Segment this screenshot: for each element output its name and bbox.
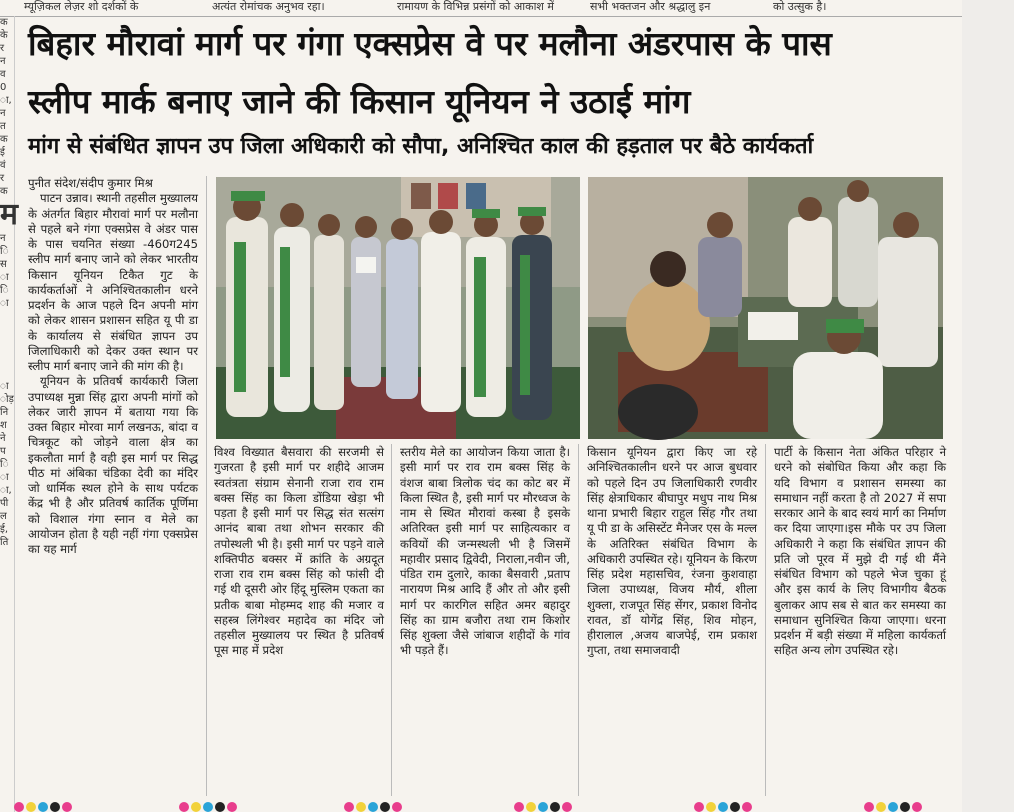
left-margin-char: 0 <box>0 82 7 93</box>
registration-dot <box>191 802 201 812</box>
left-margin-char: ा <box>0 298 9 309</box>
left-margin-char: ि <box>0 246 9 257</box>
registration-dot <box>742 802 752 812</box>
article-column-1 <box>28 176 198 557</box>
headline-line-2: स्लीप मार्क बनाए जाने की किसान यूनियन ने उठाई मांग <box>28 82 691 121</box>
left-margin-char: ोड़ <box>0 394 14 405</box>
photo-2-illustration <box>588 177 943 439</box>
registration-dot <box>900 802 910 812</box>
article-paragraph: पार्टी के किसान नेता अंकित परिहार ने धरने को संबोधित किया और कहा कि यदि विभाग व प्रशासन समस्या का समाधान नहीं करता है तो 2027 में सपा सरकार आने के बाद स्वयं मार्ग का निर्माण कर दिया जाएगा।इस मौके पर उप जिला अधिकारी ने कहा कि संबंधित ज्ञापन की प्रति जो पूरव में मुझे दी गई थी मैंने संबंधित विभाग को पहले भेज चुका हूं और इस कार्य के लिए विभागीय बैठक बुलाकर आप सब से बात कर समस्या का समाधान सुनिश्चित किया जाएगा। धरना प्रदर्शन में बड़ी संख्या में महिला कार्यकर्ता सहित अन्य लोग उपस्थित रहे। <box>774 445 946 658</box>
left-margin-char: स <box>0 259 7 270</box>
left-margin-char: ई, <box>0 524 9 535</box>
registration-dot <box>562 802 572 812</box>
registration-dot <box>706 802 716 812</box>
left-margin-char: पी <box>0 498 9 509</box>
byline: पुनीत संदेश/संदीप कुमार मिश्र <box>28 176 153 190</box>
left-margin-char: ति <box>0 537 9 548</box>
left-margin-char: क <box>0 17 8 28</box>
column-divider <box>765 444 766 796</box>
registration-dot <box>62 802 72 812</box>
left-margin-char: ल <box>0 511 7 522</box>
article-paragraph: विश्व विख्यात बैसवारा की सरजमी से गुजरता है इसी मार्ग पर शहीदे आजम स्वतंत्रता संग्राम सेनानी राजा राव राम बक्स सिंह का किला डोंडिया खेड़ा भी पड़ता है इसी मार्ग पर सिद्ध संत सत्संग आनंद बाबा तथा शोभन सरकार की तपोस्थली भी है। इसी मार्ग पर पड़ने वाले शक्तिपीठ बक्सर में क्रांति के अग्रदूत राजा राव राम बक्स सिंह को फांसी दी गई थी दूसरी ओर हिंदू मुस्लिम एकता का प्रतीक बाबा मोहम्मद शाह की मजार व सहस्त्र लिंगेश्वर महादेव का मंदिर जो तहसील मुख्यालय पर स्थित है प्रतिवर्ष पूस माह में प्रदेश <box>214 445 384 658</box>
left-margin-char: ि <box>0 285 9 296</box>
column-divider <box>391 444 392 796</box>
article-paragraph: स्तरीय मेले का आयोजन किया जाता है। इसी मार्ग पर राव राम बक्स सिंह के वंशज बाबा त्रिलोक चंद का कोट बर में किला स्थित है, इसी मार्ग पर मौरध्वज के नाम से स्थित मौरावां कस्बा है इसके अतिरिक्त इसी मार्ग पर साहित्यकार व कवियों की जन्मस्थली भी है जिसमें महावीर प्रसाद द्विवेदी, निराला,नवीन जी, पंडित राम दुलारे, काका बैसवारी ,प्रताप नारायण मिश्र आदि हैं और तो और इसी मार्ग पर कारगिल सहित अमर बहादुर सिंह का ग्राम बजौरा तथा राम किशोर सिंह शुक्ला जैसे जांबाज शहीदों के गांव भी पड़ते हैं। <box>400 445 570 658</box>
left-margin-char: ने <box>0 433 6 444</box>
registration-dot <box>203 802 213 812</box>
column-divider <box>578 444 579 796</box>
article-paragraph: किसान यूनियन द्वारा किए जा रहे अनिश्चितकालीन धरने पर आज बुधवार को पहले दिन उप जिलाधिकारी रणवीर सिंह क्षेत्राधिकार बीघापुर मधुप नाथ मिश्र थाना प्रभारी बिहार राहुल सिंह गौर तथा यू पी डा के असिस्टेंट मैनेजर एस के मल्ल के अतिरिक्त संबंधित विभाग के अधिकारी उपस्थित रहे। यूनियन के किरण सिंह प्रदेश महासचिव, रंजना कुशवाहा जिला उपाध्यक्ष, विजय मौर्य, शीला शुक्ला, राजपूत सिंह सेंगर, प्रकाश विनोद रावत, डॉ योगेंद्र सिंह, शिव मोहन, हीरालाल ,अजय बाजपेई, राम प्रकाश गुप्ता, तथा समाजवादी <box>587 445 757 658</box>
left-margin-char: वं <box>0 160 6 171</box>
registration-dot <box>730 802 740 812</box>
left-margin-char: प <box>0 446 6 457</box>
registration-dot <box>526 802 536 812</box>
left-margin-char: ा <box>0 472 9 483</box>
left-clipped-column <box>0 16 18 812</box>
registration-dot <box>392 802 402 812</box>
photo-1-illustration <box>216 177 580 439</box>
registration-dot <box>514 802 524 812</box>
registration-dot <box>14 802 24 812</box>
registration-dot <box>26 802 36 812</box>
top-strip-text: को उत्सुक है। <box>773 0 827 13</box>
left-margin-char: के <box>0 30 8 41</box>
left-margin-char: व <box>0 69 6 80</box>
left-margin-char: न <box>0 108 6 119</box>
registration-dot <box>368 802 378 812</box>
column-divider <box>206 176 207 796</box>
left-margin-char: ा, <box>0 95 12 106</box>
left-margin-char: न <box>0 56 6 67</box>
left-margin-char: ि <box>0 459 9 470</box>
registration-dot <box>718 802 728 812</box>
left-margin-big-char: म <box>0 197 18 232</box>
registration-dot <box>227 802 237 812</box>
sdm-sit-in-photo <box>588 177 943 439</box>
registration-dot <box>215 802 225 812</box>
article-column-4 <box>587 445 757 659</box>
left-margin-char: ा <box>0 381 9 392</box>
registration-dot <box>38 802 48 812</box>
left-margin-char: श <box>0 420 7 431</box>
memorandum-handover-photo <box>216 177 580 439</box>
registration-dot <box>876 802 886 812</box>
registration-dot <box>538 802 548 812</box>
article-column-2 <box>214 445 384 659</box>
left-margin-char: र <box>0 43 5 54</box>
registration-dot <box>912 802 922 812</box>
headline-line-1: बिहार मौरावां मार्ग पर गंगा एक्सप्रेस वे पर मलौना अंडरपास के पास <box>28 24 832 63</box>
left-margin-char: ा, <box>0 485 12 496</box>
registration-dot <box>694 802 704 812</box>
top-strip-text: रामायण के विभिन्न प्रसंगों को आकाश में <box>397 0 554 13</box>
top-strip-text: म्यूज़िकल लेज़र शो दर्शकों के <box>24 0 139 13</box>
registration-dot <box>179 802 189 812</box>
article-paragraph: पाटन उन्नाव। स्थानी तहसील मुख्यालय के अंतर्गत बिहार मौरावां मार्ग पर मलौना से पहले बने गंगा एक्सप्रेस वे अंडर पास के पास चयनित संख्या -460ग245 स्लीप मार्ग बनाए जाने को लेकर भारतीय किसान यूनियन टिकैत गुट के कार्यकर्ताओं ने अनिश्चितकालीन धरने प्रदर्शन के आज पहले दिन अपनी मांग को लेकर शासन प्रशासन सहित यू पी डा के कार्यालय से संबंधित ज्ञापन उप जिलाधिकारी को देकर उक्त स्थान पर स्लीप मार्ग बनाए जाने की मांग की है। <box>28 191 198 373</box>
registration-dot <box>344 802 354 812</box>
article-column-5 <box>774 445 946 659</box>
right-page-gutter <box>962 0 1014 812</box>
left-margin-char: ा <box>0 272 9 283</box>
registration-dot <box>864 802 874 812</box>
left-margin-char: क <box>0 134 8 145</box>
sub-headline: मांग से संबंधित ज्ञापन उप जिला अधिकारी को सौपा, अनिश्चित काल की हड़ताल पर बैठे कार्यकर्ता <box>28 134 814 159</box>
left-margin-char: त <box>0 121 6 132</box>
registration-dot <box>50 802 60 812</box>
registration-dot <box>380 802 390 812</box>
registration-marks-strip <box>14 802 962 812</box>
article-column-3 <box>400 445 570 659</box>
top-strip-text: अत्यंत रोमांचक अनुभव रहा। <box>212 0 325 13</box>
registration-dot <box>356 802 366 812</box>
left-margin-char: नि <box>0 407 9 418</box>
article-paragraph: यूनियन के प्रतिवर्ष कार्यकारी जिला उपाध्यक्ष मुन्ना सिंह द्वारा अपनी मांगों को लेकर जारी ज्ञापन में बताया गया कि उक्त बिहार मोरवा मार्ग लखनऊ, बांदा व चित्रकूट को जोड़ने वाला क्षेत्र का इकलौता मार्ग है वही इस मार्ग पर सिद्ध पीठ मां अंबिका चंडिका देवी का मंदिर जो धार्मिक स्थल होने के साथ पर्यटक केंद्र भी है और प्रतिवर्ष कार्तिक पूर्णिमा को विशाल गंगा स्नान व मेले का आयोजन होता है यही नहीं गंगा एक्सप्रेस का यह मार्ग <box>28 374 198 556</box>
top-strip-text: सभी भक्तजन और श्रद्धालु इन <box>590 0 711 13</box>
top-clipped-text-strip <box>0 0 962 17</box>
left-margin-char: र <box>0 173 5 184</box>
left-margin-char: न <box>0 233 6 244</box>
left-margin-char: क <box>0 186 8 197</box>
left-margin-char: ई <box>0 147 5 158</box>
registration-dot <box>550 802 560 812</box>
registration-dot <box>888 802 898 812</box>
